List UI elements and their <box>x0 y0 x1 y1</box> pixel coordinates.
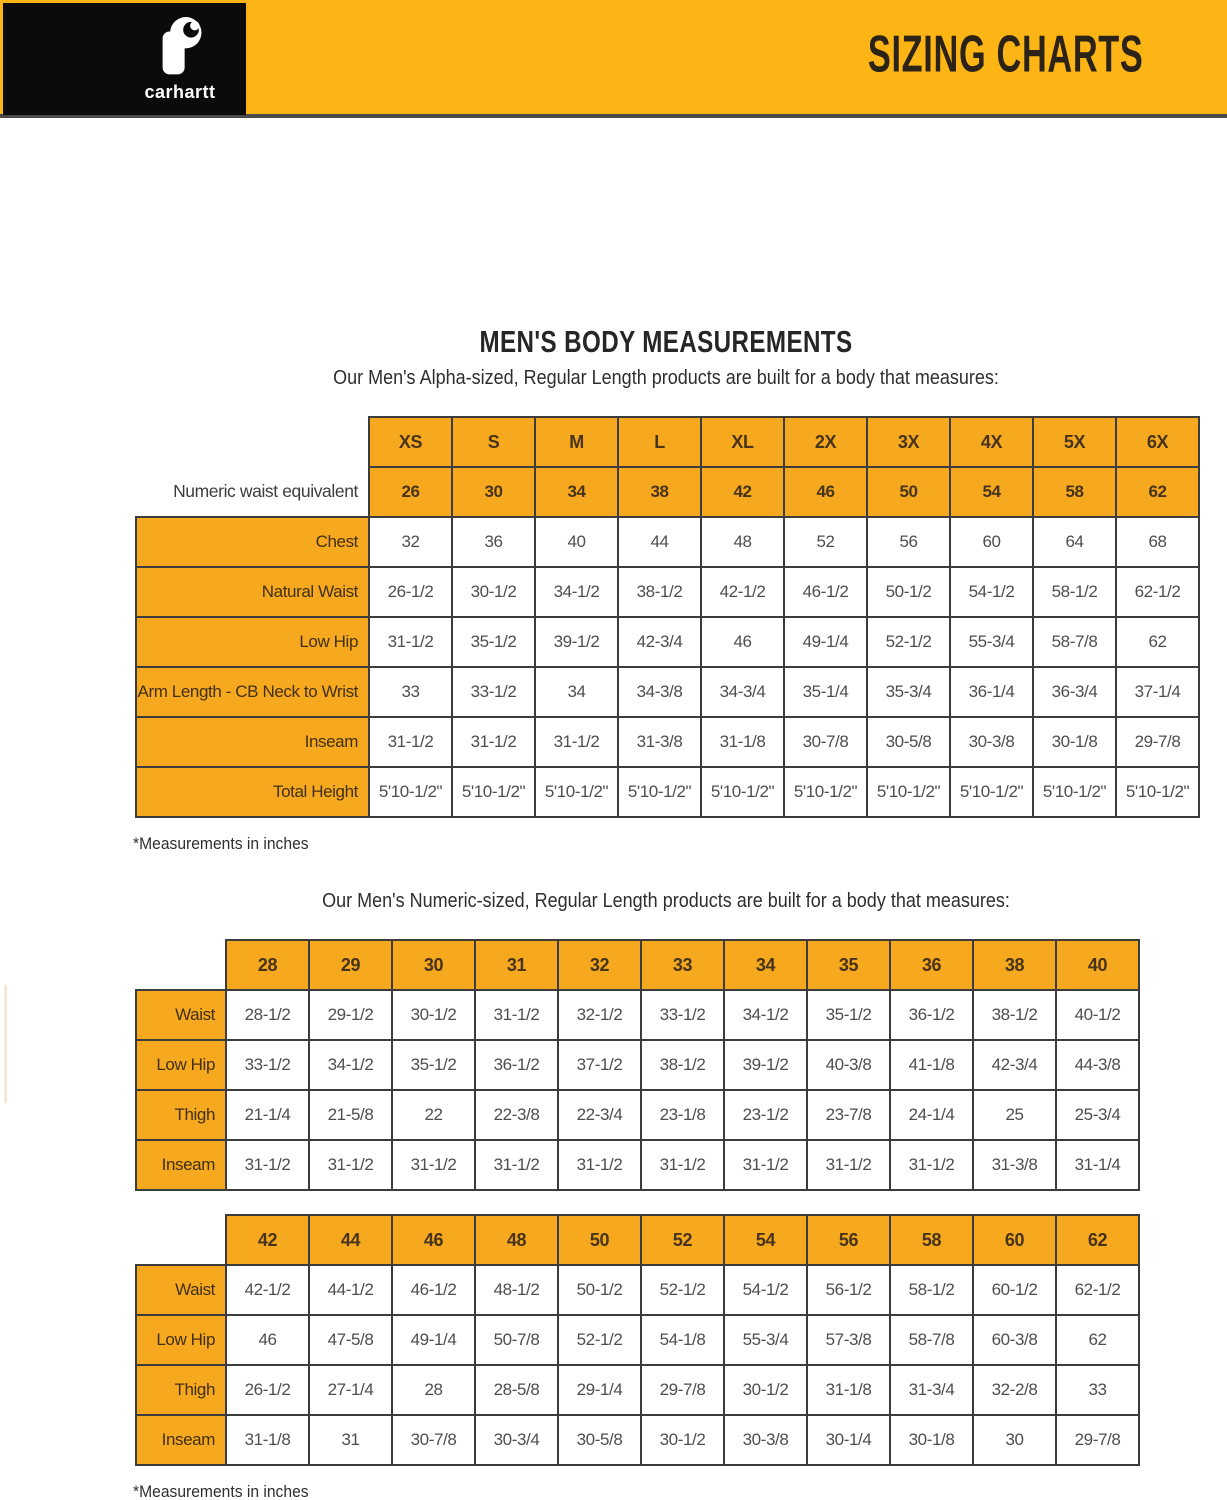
size-cell: 30-1/8 <box>1033 717 1116 767</box>
size-cell: 28-5/8 <box>475 1365 558 1415</box>
column-header: 56 <box>807 1215 890 1265</box>
column-header: 48 <box>475 1215 558 1265</box>
size-cell: 34-1/2 <box>535 567 618 617</box>
size-cell: 49-1/4 <box>784 617 867 667</box>
column-header: XS <box>369 417 452 467</box>
column-header: 30 <box>392 940 475 990</box>
size-cell: 25-3/4 <box>1056 1090 1139 1140</box>
measurements-footnote-1: *Measurements in inches <box>133 834 309 853</box>
size-cell: 36-1/4 <box>950 667 1033 717</box>
column-header: 46 <box>392 1215 475 1265</box>
size-cell: 30-5/8 <box>558 1415 641 1465</box>
size-cell: 60-3/8 <box>973 1315 1056 1365</box>
size-cell: 38-1/2 <box>973 990 1056 1040</box>
size-cell: 31-1/2 <box>369 717 452 767</box>
size-cell: 23-1/8 <box>641 1090 724 1140</box>
size-cell: 31 <box>309 1415 392 1465</box>
size-cell: 42-3/4 <box>973 1040 1056 1090</box>
column-header: 62 <box>1056 1215 1139 1265</box>
row-label: Total Height <box>136 767 369 817</box>
carhartt-logo-box <box>3 3 246 115</box>
table-corner <box>136 940 226 990</box>
size-cell: 5'10-1/2" <box>784 767 867 817</box>
size-cell: 35-1/2 <box>392 1040 475 1090</box>
column-header: 50 <box>558 1215 641 1265</box>
size-cell: 58-1/2 <box>1033 567 1116 617</box>
table-corner <box>136 417 369 467</box>
size-cell: 26-1/2 <box>369 567 452 617</box>
size-cell: 23-7/8 <box>807 1090 890 1140</box>
row-label: Waist <box>136 1265 226 1315</box>
size-cell: 35-1/2 <box>452 617 535 667</box>
column-header: 42 <box>226 1215 309 1265</box>
size-cell: 21-1/4 <box>226 1090 309 1140</box>
page-title: SIZING CHARTS <box>867 25 1143 84</box>
size-cell: 52-1/2 <box>867 617 950 667</box>
column-header: 31 <box>475 940 558 990</box>
column-header: 34 <box>724 940 807 990</box>
size-cell: 34-3/4 <box>701 667 784 717</box>
size-cell: 26-1/2 <box>226 1365 309 1415</box>
column-header: 6X <box>1116 417 1199 467</box>
size-cell: 30-1/2 <box>724 1365 807 1415</box>
size-cell: 60 <box>950 517 1033 567</box>
numeric-sized-subtitle: Our Men's Numeric-sized, Regular Length products are built for a body that measures: <box>322 890 1010 912</box>
size-cell: 58 <box>1033 467 1116 517</box>
row-label: Low Hip <box>136 1040 226 1090</box>
alpha-size-table <box>135 416 1227 818</box>
size-cell: 40-3/8 <box>807 1040 890 1090</box>
size-cell: 5'10-1/2" <box>1116 767 1199 817</box>
size-cell: 31-1/2 <box>226 1140 309 1190</box>
size-cell: 31-1/8 <box>807 1365 890 1415</box>
size-cell: 52-1/2 <box>641 1265 724 1315</box>
numeric-size-table-28-40 <box>135 939 1227 1191</box>
size-cell: 35-1/2 <box>807 990 890 1040</box>
size-cell: 30-1/2 <box>452 567 535 617</box>
size-cell: 44-3/8 <box>1056 1040 1139 1090</box>
size-cell: 38-1/2 <box>618 567 701 617</box>
size-table <box>135 1214 1140 1466</box>
size-cell: 34-1/2 <box>309 1040 392 1090</box>
column-header: 32 <box>558 940 641 990</box>
size-cell: 46-1/2 <box>784 567 867 617</box>
carhartt-c-icon <box>151 15 209 77</box>
size-cell: 57-3/8 <box>807 1315 890 1365</box>
column-header: 29 <box>309 940 392 990</box>
size-cell: 31-3/4 <box>890 1365 973 1415</box>
row-label: Low Hip <box>136 617 369 667</box>
size-cell: 31-1/2 <box>309 1140 392 1190</box>
size-cell: 52-1/2 <box>558 1315 641 1365</box>
column-header: 2X <box>784 417 867 467</box>
size-cell: 42-1/2 <box>226 1265 309 1315</box>
size-cell: 31-1/2 <box>392 1140 475 1190</box>
size-cell: 48-1/2 <box>475 1265 558 1315</box>
size-cell: 23-1/2 <box>724 1090 807 1140</box>
column-header: 5X <box>1033 417 1116 467</box>
size-cell: 33-1/2 <box>641 990 724 1040</box>
size-cell: 42-1/2 <box>701 567 784 617</box>
size-cell: 32-1/2 <box>558 990 641 1040</box>
size-cell: 34 <box>535 667 618 717</box>
size-cell: 42 <box>701 467 784 517</box>
size-cell: 38-1/2 <box>641 1040 724 1090</box>
size-cell: 54-1/8 <box>641 1315 724 1365</box>
size-cell: 62 <box>1116 617 1199 667</box>
size-cell: 31-1/4 <box>1056 1140 1139 1190</box>
size-cell: 37-1/4 <box>1116 667 1199 717</box>
row-label: Low Hip <box>136 1315 226 1365</box>
size-table <box>135 416 1200 818</box>
table-corner <box>136 1215 226 1265</box>
size-cell: 5'10-1/2" <box>618 767 701 817</box>
size-cell: 5'10-1/2" <box>369 767 452 817</box>
alpha-sized-subtitle: Our Men's Alpha-sized, Regular Length products are built for a body that measures: <box>333 367 999 389</box>
size-cell: 36-1/2 <box>475 1040 558 1090</box>
row-label: Numeric waist equivalent <box>136 467 369 517</box>
size-cell: 36-3/4 <box>1033 667 1116 717</box>
banner <box>0 0 1227 118</box>
column-header: M <box>535 417 618 467</box>
size-cell: 22 <box>392 1090 475 1140</box>
column-header: 40 <box>1056 940 1139 990</box>
size-cell: 31-1/2 <box>724 1140 807 1190</box>
size-cell: 38 <box>618 467 701 517</box>
size-cell: 56 <box>867 517 950 567</box>
size-cell: 29-1/2 <box>309 990 392 1040</box>
row-label: Waist <box>136 990 226 1040</box>
row-label: Arm Length - CB Neck to Wrist <box>136 667 369 717</box>
size-cell: 62-1/2 <box>1116 567 1199 617</box>
column-header: L <box>618 417 701 467</box>
size-cell: 31-1/2 <box>807 1140 890 1190</box>
size-cell: 50 <box>867 467 950 517</box>
size-cell: 39-1/2 <box>535 617 618 667</box>
size-cell: 30 <box>973 1415 1056 1465</box>
size-cell: 31-1/2 <box>475 1140 558 1190</box>
size-cell: 62 <box>1056 1315 1139 1365</box>
column-header: 52 <box>641 1215 724 1265</box>
left-edge-artifact <box>4 985 7 1103</box>
size-cell: 29-7/8 <box>1116 717 1199 767</box>
size-cell: 31-1/2 <box>641 1140 724 1190</box>
carhartt-logo <box>130 15 230 101</box>
row-label: Thigh <box>136 1090 226 1140</box>
size-cell: 41-1/8 <box>890 1040 973 1090</box>
size-cell: 39-1/2 <box>724 1040 807 1090</box>
size-cell: 34-1/2 <box>724 990 807 1040</box>
size-cell: 35-1/4 <box>784 667 867 717</box>
size-cell: 30-3/8 <box>724 1415 807 1465</box>
size-cell: 36 <box>452 517 535 567</box>
column-header: 36 <box>890 940 973 990</box>
size-cell: 28-1/2 <box>226 990 309 1040</box>
size-cell: 46 <box>701 617 784 667</box>
size-cell: 62 <box>1116 467 1199 517</box>
size-cell: 47-5/8 <box>309 1315 392 1365</box>
column-header: 33 <box>641 940 724 990</box>
size-cell: 56-1/2 <box>807 1265 890 1315</box>
column-header: 54 <box>724 1215 807 1265</box>
size-cell: 55-3/4 <box>724 1315 807 1365</box>
size-cell: 31-1/2 <box>369 617 452 667</box>
row-label: Thigh <box>136 1365 226 1415</box>
size-cell: 31-3/8 <box>618 717 701 767</box>
size-cell: 22-3/8 <box>475 1090 558 1140</box>
numeric-size-table-42-62 <box>135 1214 1227 1466</box>
size-cell: 5'10-1/2" <box>452 767 535 817</box>
size-cell: 31-1/2 <box>890 1140 973 1190</box>
size-cell: 30-1/2 <box>641 1415 724 1465</box>
mens-body-measurements-heading: MEN'S BODY MEASUREMENTS <box>479 324 853 359</box>
carhartt-wordmark: carhartt <box>144 82 216 102</box>
size-cell: 33 <box>369 667 452 717</box>
size-cell: 35-3/4 <box>867 667 950 717</box>
size-cell: 58-1/2 <box>890 1265 973 1315</box>
column-header: 58 <box>890 1215 973 1265</box>
row-label: Natural Waist <box>136 567 369 617</box>
row-label: Inseam <box>136 717 369 767</box>
size-cell: 42-3/4 <box>618 617 701 667</box>
size-cell: 30-7/8 <box>784 717 867 767</box>
size-cell: 32 <box>369 517 452 567</box>
row-label: Inseam <box>136 1140 226 1190</box>
size-cell: 54-1/2 <box>724 1265 807 1315</box>
row-label: Chest <box>136 517 369 567</box>
size-cell: 30-1/2 <box>392 990 475 1040</box>
size-cell: 44-1/2 <box>309 1265 392 1315</box>
size-cell: 31-1/2 <box>452 717 535 767</box>
size-cell: 5'10-1/2" <box>950 767 1033 817</box>
size-cell: 29-7/8 <box>641 1365 724 1415</box>
size-cell: 55-3/4 <box>950 617 1033 667</box>
size-cell: 46 <box>784 467 867 517</box>
size-cell: 25 <box>973 1090 1056 1140</box>
size-cell: 33-1/2 <box>452 667 535 717</box>
size-cell: 33-1/2 <box>226 1040 309 1090</box>
size-cell: 30-7/8 <box>392 1415 475 1465</box>
size-cell: 30-1/8 <box>890 1415 973 1465</box>
size-cell: 31-1/8 <box>226 1415 309 1465</box>
size-cell: 29-7/8 <box>1056 1415 1139 1465</box>
column-header: 28 <box>226 940 309 990</box>
measurements-footnote-2: *Measurements in inches <box>133 1482 309 1500</box>
sizing-document <box>0 324 1227 1500</box>
size-cell: 58-7/8 <box>890 1315 973 1365</box>
size-cell: 46-1/2 <box>392 1265 475 1315</box>
size-cell: 24-1/4 <box>890 1090 973 1140</box>
size-cell: 30-3/8 <box>950 717 1033 767</box>
size-cell: 5'10-1/2" <box>535 767 618 817</box>
size-cell: 21-5/8 <box>309 1090 392 1140</box>
size-cell: 5'10-1/2" <box>867 767 950 817</box>
size-cell: 40 <box>535 517 618 567</box>
size-cell: 29-1/4 <box>558 1365 641 1415</box>
column-header: 60 <box>973 1215 1056 1265</box>
size-cell: 50-1/2 <box>867 567 950 617</box>
size-cell: 30 <box>452 467 535 517</box>
size-cell: 36-1/2 <box>890 990 973 1040</box>
column-header: XL <box>701 417 784 467</box>
size-cell: 5'10-1/2" <box>701 767 784 817</box>
size-cell: 58-7/8 <box>1033 617 1116 667</box>
column-header: 3X <box>867 417 950 467</box>
size-cell: 54-1/2 <box>950 567 1033 617</box>
size-cell: 30-5/8 <box>867 717 950 767</box>
size-cell: 31-1/2 <box>475 990 558 1040</box>
size-cell: 64 <box>1033 517 1116 567</box>
size-cell: 22-3/4 <box>558 1090 641 1140</box>
size-cell: 27-1/4 <box>309 1365 392 1415</box>
size-cell: 62-1/2 <box>1056 1265 1139 1315</box>
size-cell: 52 <box>784 517 867 567</box>
size-cell: 33 <box>1056 1365 1139 1415</box>
size-cell: 60-1/2 <box>973 1265 1056 1315</box>
size-cell: 28 <box>392 1365 475 1415</box>
size-cell: 44 <box>618 517 701 567</box>
size-cell: 46 <box>226 1315 309 1365</box>
size-cell: 54 <box>950 467 1033 517</box>
column-header: 35 <box>807 940 890 990</box>
size-cell: 31-1/8 <box>701 717 784 767</box>
column-header: 44 <box>309 1215 392 1265</box>
size-cell: 34-3/8 <box>618 667 701 717</box>
size-cell: 31-1/2 <box>558 1140 641 1190</box>
size-cell: 31-1/2 <box>535 717 618 767</box>
row-label: Inseam <box>136 1415 226 1465</box>
column-header: 4X <box>950 417 1033 467</box>
size-cell: 49-1/4 <box>392 1315 475 1365</box>
size-cell: 30-3/4 <box>475 1415 558 1465</box>
size-cell: 32-2/8 <box>973 1365 1056 1415</box>
size-cell: 26 <box>369 467 452 517</box>
size-cell: 48 <box>701 517 784 567</box>
column-header: 38 <box>973 940 1056 990</box>
size-cell: 34 <box>535 467 618 517</box>
size-cell: 5'10-1/2" <box>1033 767 1116 817</box>
size-cell: 68 <box>1116 517 1199 567</box>
size-cell: 40-1/2 <box>1056 990 1139 1040</box>
size-cell: 31-3/8 <box>973 1140 1056 1190</box>
size-cell: 37-1/2 <box>558 1040 641 1090</box>
size-cell: 50-7/8 <box>475 1315 558 1365</box>
size-cell: 50-1/2 <box>558 1265 641 1315</box>
size-table <box>135 939 1140 1191</box>
size-cell: 30-1/4 <box>807 1415 890 1465</box>
column-header: S <box>452 417 535 467</box>
